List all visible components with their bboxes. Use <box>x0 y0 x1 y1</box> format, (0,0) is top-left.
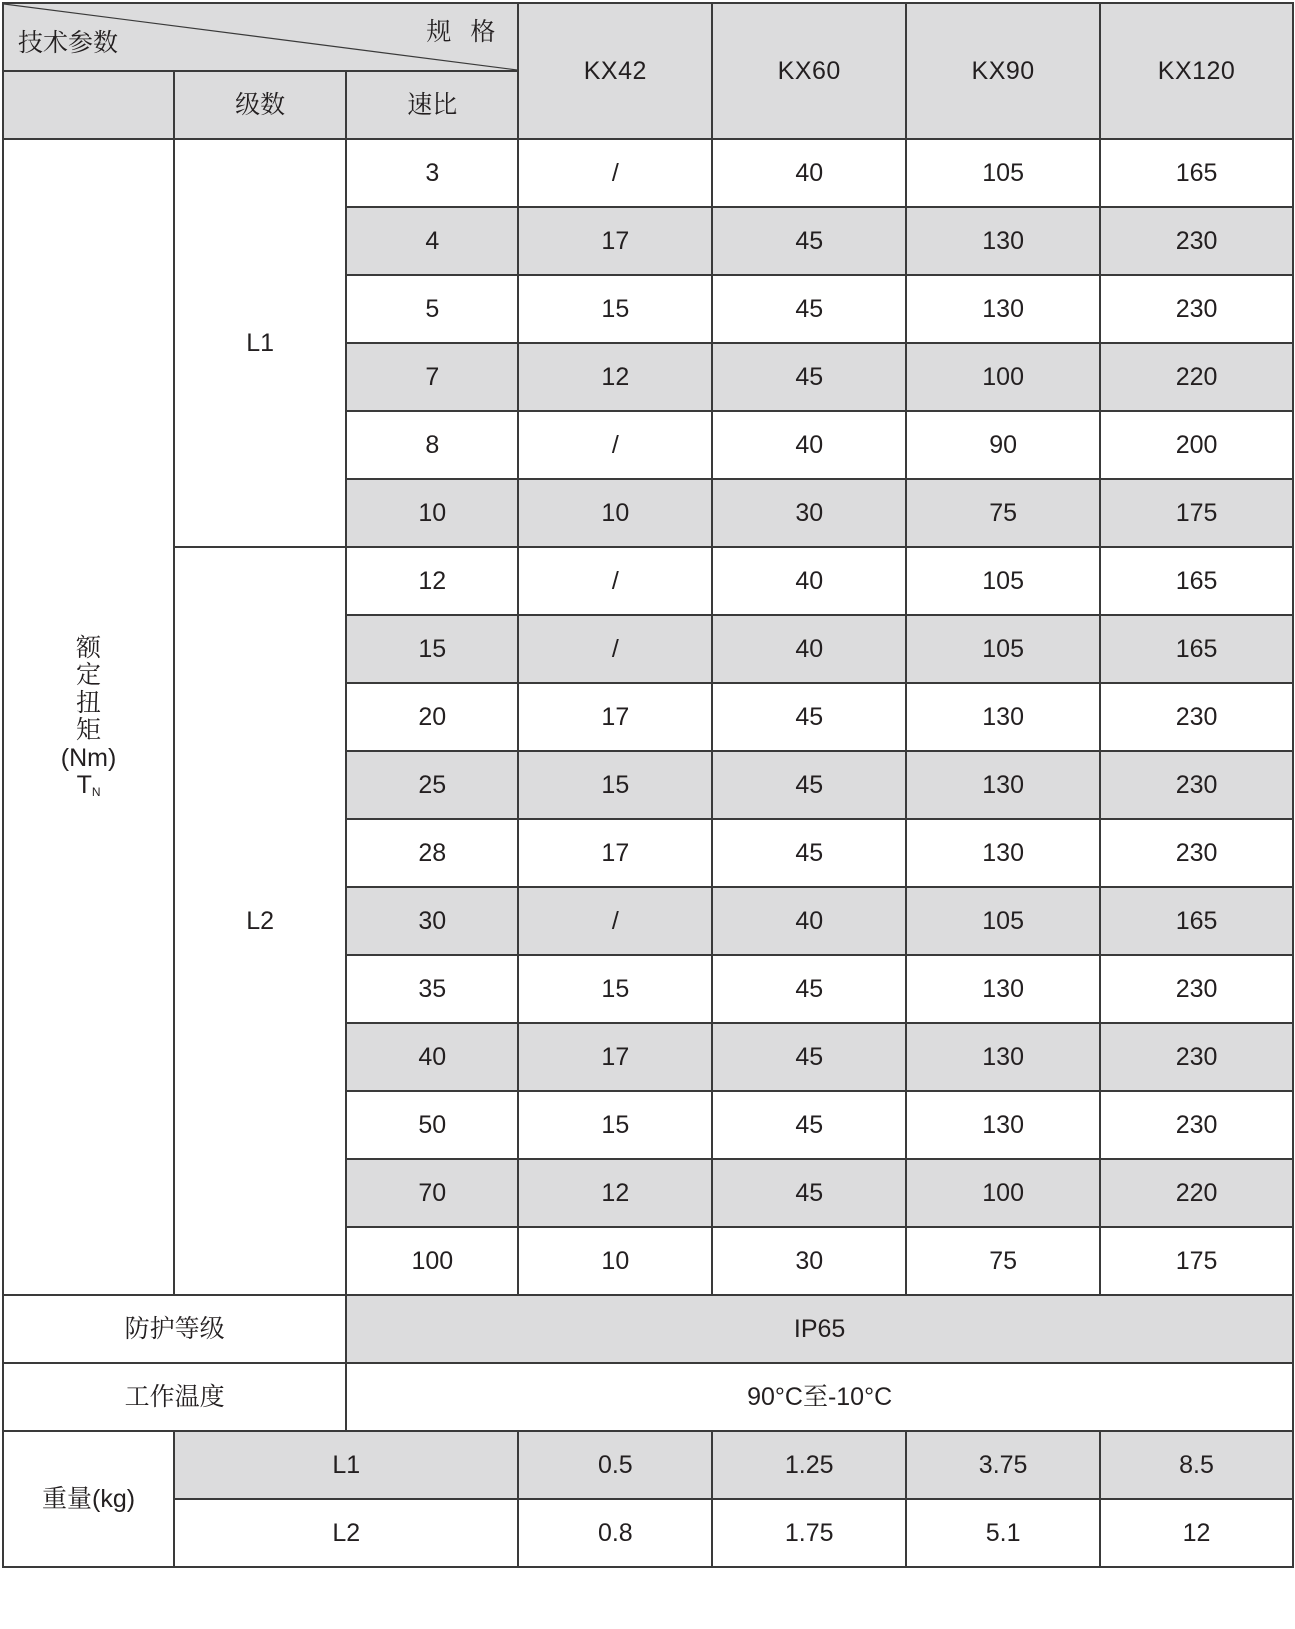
protection-value: IP65 <box>346 1295 1293 1363</box>
torque-value-cell: 100 <box>906 1159 1100 1227</box>
torque-value-cell: 105 <box>906 615 1100 683</box>
torque-value-cell: 175 <box>1100 1227 1293 1295</box>
torque-label <box>3 139 174 1295</box>
spec-table <box>2 2 1294 1568</box>
torque-value-cell: 12 <box>518 343 712 411</box>
ratio-cell: 7 <box>346 343 518 411</box>
torque-value-cell: 230 <box>1100 751 1293 819</box>
torque-value-cell: 130 <box>906 1091 1100 1159</box>
torque-value-cell: 130 <box>906 1023 1100 1091</box>
torque-value-cell: 15 <box>518 751 712 819</box>
torque-value-cell: 230 <box>1100 207 1293 275</box>
weight-section <box>3 1431 1293 1567</box>
spec-label: 规 格 <box>426 18 502 46</box>
torque-label-line: 矩 <box>76 716 102 744</box>
ratio-cell: 70 <box>346 1159 518 1227</box>
temperature-label: 工作温度 <box>3 1363 346 1431</box>
ratio-cell: 30 <box>346 887 518 955</box>
torque-row <box>3 139 1293 207</box>
torque-label-line: 定 <box>76 661 102 689</box>
torque-value-cell: 30 <box>712 479 906 547</box>
weight-value-cell: 3.75 <box>906 1431 1100 1499</box>
torque-value-cell: 105 <box>906 139 1100 207</box>
weight-stage-cell: L2 <box>174 1499 518 1567</box>
torque-value-cell: 130 <box>906 275 1100 343</box>
torque-value-cell: 40 <box>712 547 906 615</box>
torque-value-cell: 100 <box>906 343 1100 411</box>
torque-value-cell: 165 <box>1100 615 1293 683</box>
model-header-kx90: KX90 <box>906 3 1100 139</box>
torque-value-cell: 230 <box>1100 1091 1293 1159</box>
torque-value-cell: 200 <box>1100 411 1293 479</box>
weight-stage-cell: L1 <box>174 1431 518 1499</box>
torque-value-cell: 230 <box>1100 275 1293 343</box>
torque-value-cell: 40 <box>712 615 906 683</box>
torque-symbol-subscript: N <box>91 785 101 799</box>
ratio-cell: 28 <box>346 819 518 887</box>
torque-value-cell: 40 <box>712 887 906 955</box>
torque-value-cell: 75 <box>906 1227 1100 1295</box>
weight-value-cell: 0.8 <box>518 1499 712 1567</box>
ratio-cell: 25 <box>346 751 518 819</box>
ratio-cell: 100 <box>346 1227 518 1295</box>
temperature-value: 90°C至-10°C <box>346 1363 1293 1431</box>
torque-value-cell: 105 <box>906 547 1100 615</box>
torque-label-line: 扭 <box>76 688 102 717</box>
torque-value-cell: 105 <box>906 887 1100 955</box>
weight-value-cell: 1.75 <box>712 1499 906 1567</box>
tech-params-label: 技术参数 <box>18 29 119 58</box>
ratio-cell: 15 <box>346 615 518 683</box>
torque-value-cell: 45 <box>712 1091 906 1159</box>
weight-value-cell: 1.25 <box>712 1431 906 1499</box>
ratio-cell: 5 <box>346 275 518 343</box>
weight-row <box>3 1431 1293 1499</box>
torque-symbol-main: T <box>76 771 92 799</box>
torque-value-cell: / <box>518 411 712 479</box>
torque-value-cell: 230 <box>1100 819 1293 887</box>
torque-value-cell: 17 <box>518 207 712 275</box>
stage-cell: L2 <box>174 547 346 1295</box>
torque-symbol <box>4 772 173 800</box>
model-header-kx120: KX120 <box>1100 3 1293 139</box>
header-diagonal-cell <box>3 3 518 71</box>
torque-value-cell: 75 <box>906 479 1100 547</box>
torque-value-cell: / <box>518 547 712 615</box>
torque-value-cell: 40 <box>712 411 906 479</box>
torque-value-cell: 220 <box>1100 343 1293 411</box>
torque-value-cell: 10 <box>518 479 712 547</box>
torque-value-cell: / <box>518 887 712 955</box>
ratio-cell: 40 <box>346 1023 518 1091</box>
torque-value-cell: 45 <box>712 819 906 887</box>
torque-value-cell: 175 <box>1100 479 1293 547</box>
torque-section <box>3 139 1293 1295</box>
torque-value-cell: / <box>518 615 712 683</box>
torque-value-cell: 45 <box>712 751 906 819</box>
torque-value-cell: 40 <box>712 139 906 207</box>
torque-value-cell: 165 <box>1100 887 1293 955</box>
stage-header: 级数 <box>174 71 346 139</box>
ratio-cell: 4 <box>346 207 518 275</box>
ratio-cell: 50 <box>346 1091 518 1159</box>
stage-cell: L1 <box>174 139 346 547</box>
torque-value-cell: 230 <box>1100 1023 1293 1091</box>
header-blank-cell <box>3 71 174 139</box>
torque-value-cell: 45 <box>712 955 906 1023</box>
protection-label: 防护等级 <box>3 1295 346 1363</box>
model-header-kx60: KX60 <box>712 3 906 139</box>
torque-value-cell: 130 <box>906 819 1100 887</box>
torque-value-cell: 45 <box>712 343 906 411</box>
torque-value-cell: 17 <box>518 683 712 751</box>
torque-value-cell: 30 <box>712 1227 906 1295</box>
torque-label-line: 额 <box>76 633 102 662</box>
torque-value-cell: 130 <box>906 955 1100 1023</box>
ratio-header: 速比 <box>346 71 518 139</box>
ratio-cell: 35 <box>346 955 518 1023</box>
ratio-cell: 12 <box>346 547 518 615</box>
ratio-cell: 8 <box>346 411 518 479</box>
torque-value-cell: 15 <box>518 275 712 343</box>
torque-value-cell: 17 <box>518 1023 712 1091</box>
weight-value-cell: 5.1 <box>906 1499 1100 1567</box>
torque-value-cell: 45 <box>712 683 906 751</box>
weight-label: 重量(kg) <box>3 1431 174 1567</box>
torque-value-cell: 10 <box>518 1227 712 1295</box>
torque-value-cell: 45 <box>712 207 906 275</box>
torque-value-cell: 17 <box>518 819 712 887</box>
torque-value-cell: 90 <box>906 411 1100 479</box>
torque-value-cell: / <box>518 139 712 207</box>
weight-value-cell: 12 <box>1100 1499 1293 1567</box>
torque-value-cell: 165 <box>1100 547 1293 615</box>
torque-value-cell: 15 <box>518 955 712 1023</box>
torque-value-cell: 130 <box>906 751 1100 819</box>
torque-value-cell: 230 <box>1100 955 1293 1023</box>
weight-value-cell: 8.5 <box>1100 1431 1293 1499</box>
weight-value-cell: 0.5 <box>518 1431 712 1499</box>
ratio-cell: 10 <box>346 479 518 547</box>
torque-value-cell: 130 <box>906 207 1100 275</box>
torque-value-cell: 15 <box>518 1091 712 1159</box>
ratio-cell: 3 <box>346 139 518 207</box>
torque-value-cell: 45 <box>712 1159 906 1227</box>
ratio-cell: 20 <box>346 683 518 751</box>
torque-value-cell: 12 <box>518 1159 712 1227</box>
torque-label-line: (Nm) <box>60 743 117 772</box>
torque-value-cell: 220 <box>1100 1159 1293 1227</box>
torque-row <box>3 547 1293 615</box>
torque-value-cell: 230 <box>1100 683 1293 751</box>
weight-row <box>3 1499 1293 1567</box>
torque-value-cell: 165 <box>1100 139 1293 207</box>
torque-value-cell: 130 <box>906 683 1100 751</box>
torque-value-cell: 45 <box>712 275 906 343</box>
model-header-kx42: KX42 <box>518 3 712 139</box>
torque-value-cell: 45 <box>712 1023 906 1091</box>
